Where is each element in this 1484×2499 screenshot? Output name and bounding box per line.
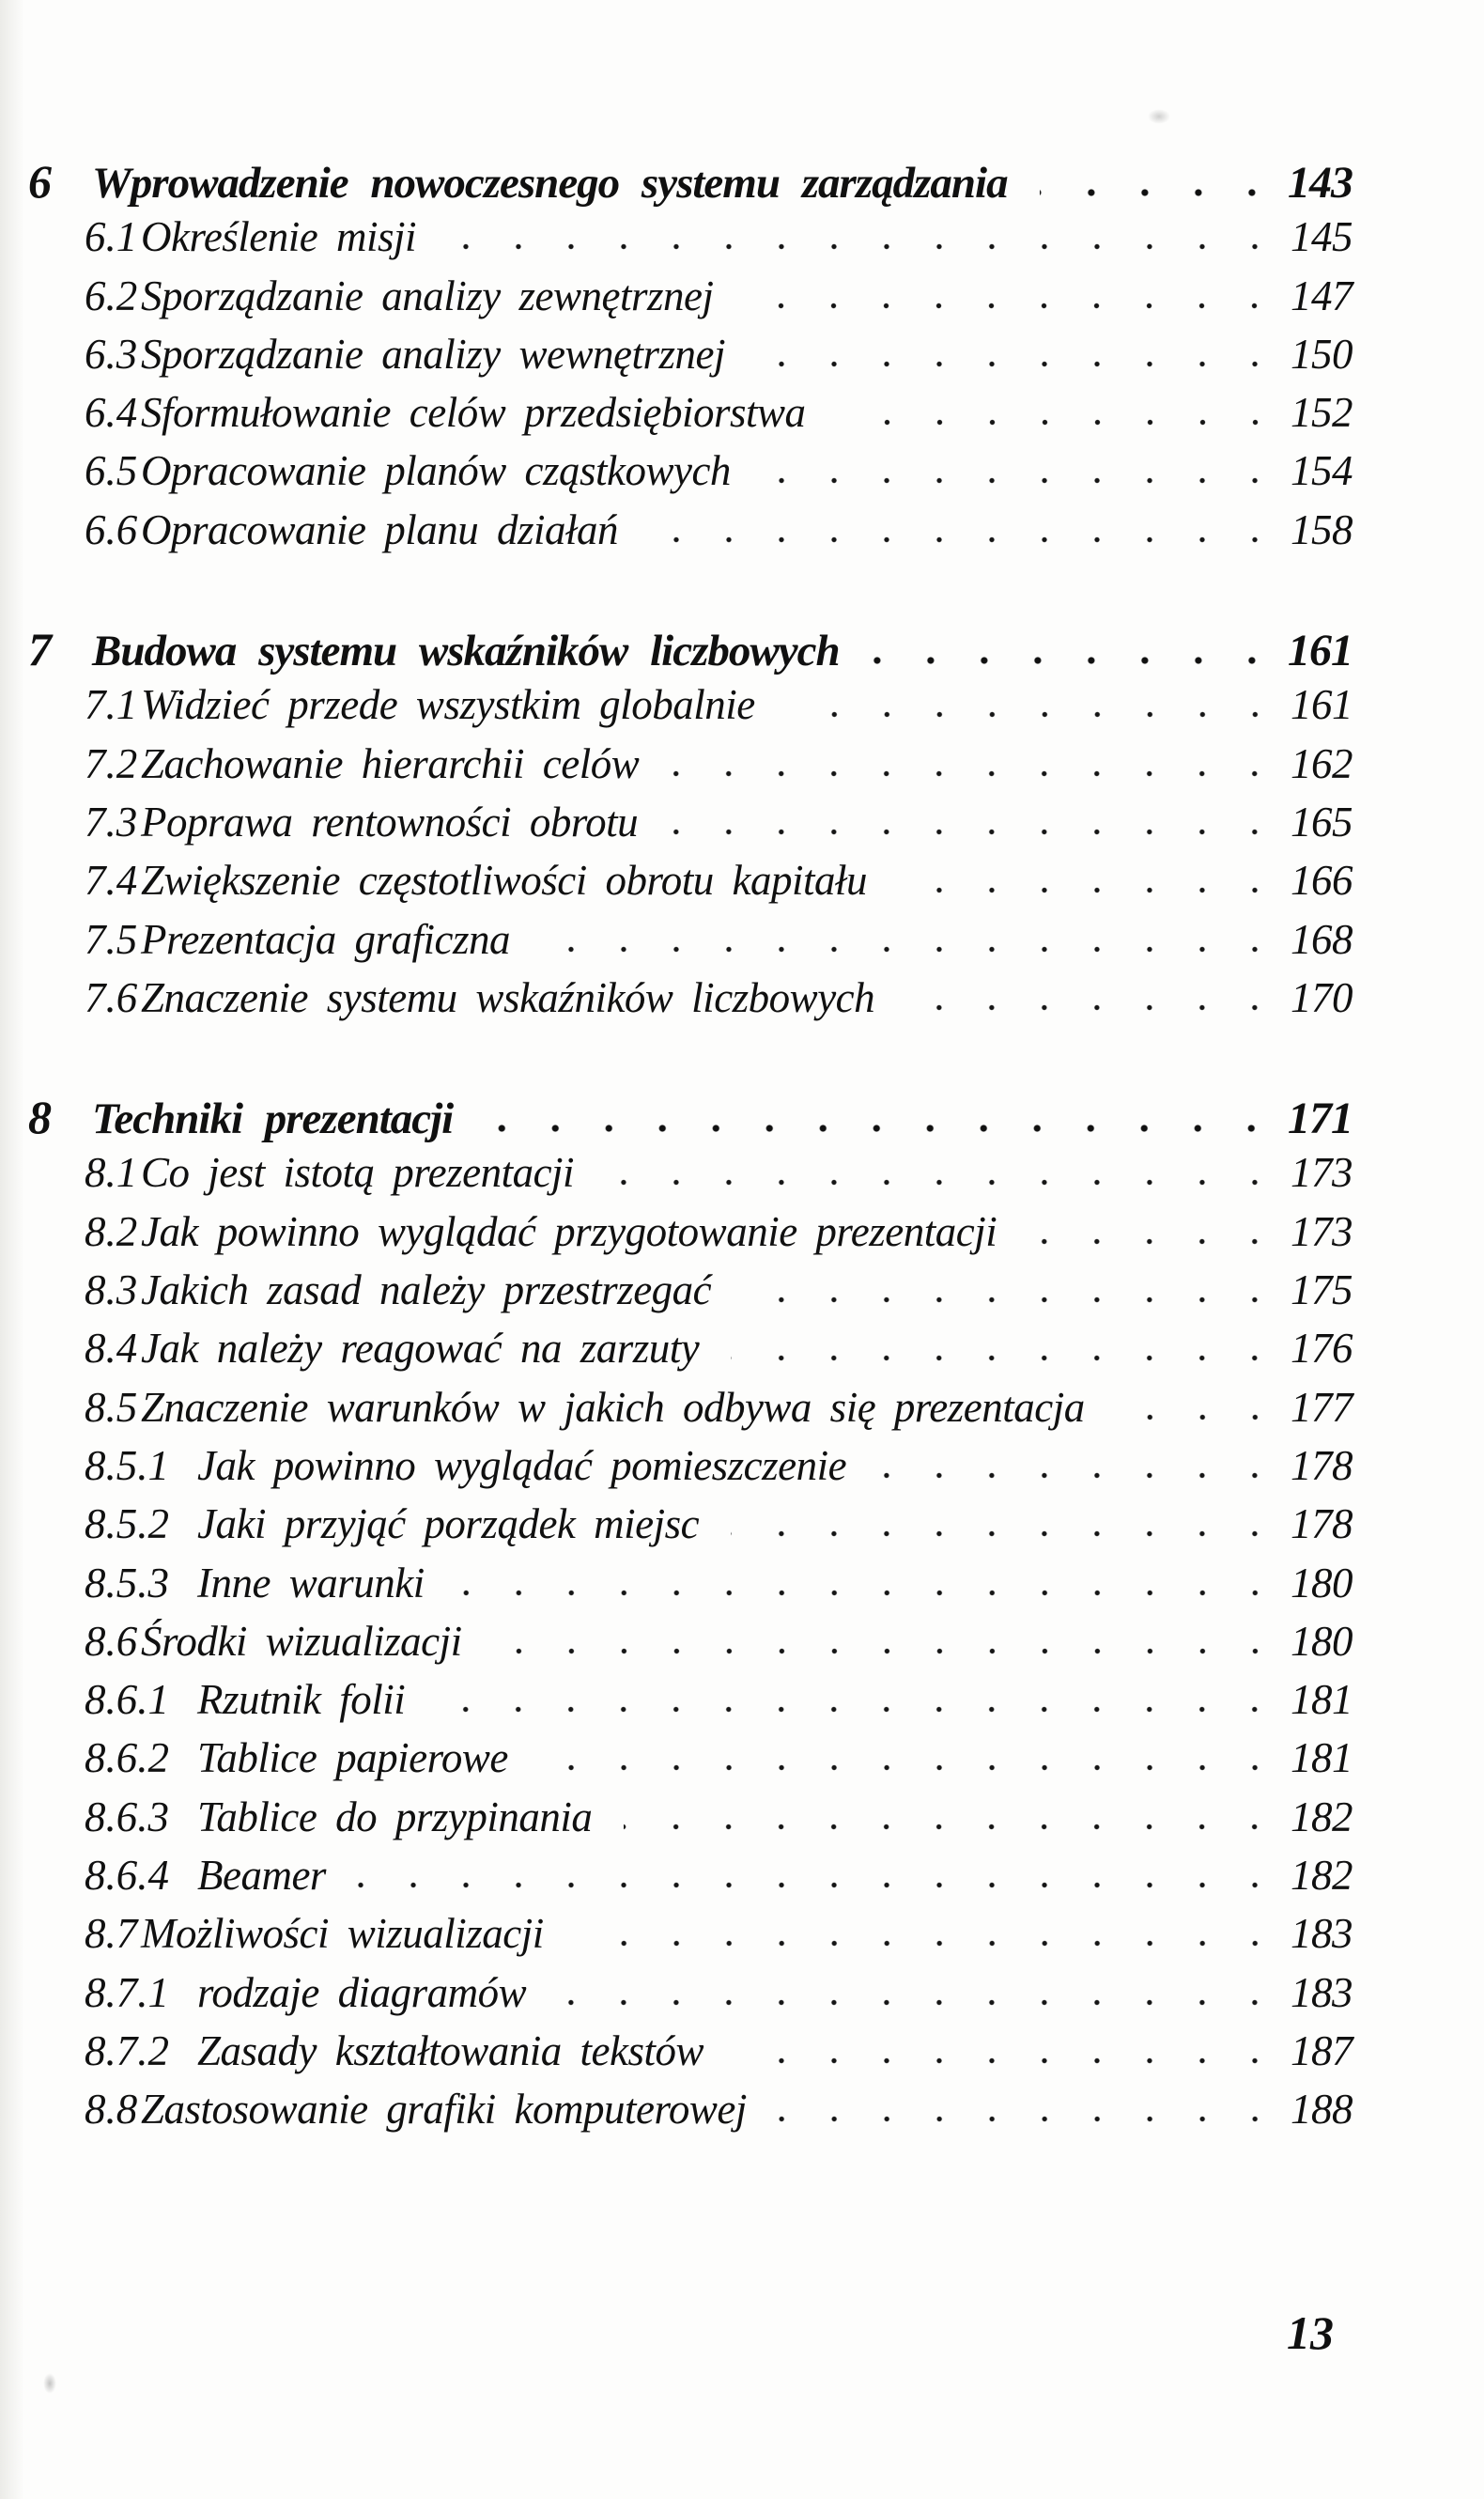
- entry-title: Tablice papierowe: [197, 1734, 508, 1782]
- chapter-page-number: 161: [1288, 626, 1353, 676]
- toc-chapter: [28, 155, 1353, 567]
- entry-title: Poprawa rentowności obrotu: [141, 798, 639, 846]
- entry-page-number: 177: [1291, 1383, 1353, 1431]
- toc-entry-row: [85, 330, 1353, 392]
- entry-title: Widzieć przede wszystkim globalnie: [141, 681, 755, 729]
- entry-page-number: 173: [1291, 1149, 1353, 1197]
- entry-page-number: 178: [1291, 1441, 1353, 1489]
- toc-chapter: [28, 1091, 1353, 2147]
- entry-title: Sporządzanie analizy wewnętrznej: [141, 330, 725, 378]
- entry-title: Jaki przyjąć porządek miejsc: [197, 1500, 700, 1548]
- entry-number: 8.7: [85, 1910, 138, 1958]
- dot-leader: [838, 418, 1282, 427]
- dot-leader: [1117, 1413, 1281, 1421]
- entry-title: Zastosowanie grafiki komputerowej: [141, 2086, 747, 2134]
- entry-title: Sformułowanie celów przedsiębiorstwa: [141, 389, 806, 437]
- toc-chapter-row: [28, 1091, 1353, 1152]
- toc-entry-row: [85, 915, 1353, 977]
- toc-entry-row: [85, 1676, 1353, 1737]
- entry-page-number: 180: [1291, 1617, 1353, 1665]
- chapter-number: 6: [28, 155, 52, 208]
- toc-entry-row: [85, 272, 1353, 334]
- entry-page-number: 154: [1291, 447, 1353, 495]
- entry-title: Opracowanie planu działań: [141, 505, 618, 553]
- entry-number: 8.5.2: [85, 1500, 169, 1548]
- entry-page-number: 145: [1291, 213, 1353, 261]
- dot-leader: [494, 1647, 1281, 1655]
- entry-number: 7.6: [85, 973, 138, 1021]
- entry-number: 7.4: [85, 857, 138, 905]
- chapter-number: 7: [28, 623, 52, 676]
- toc-entry-row: [85, 857, 1353, 918]
- dot-leader: [485, 1124, 1278, 1133]
- entry-title: Znaczenie systemu wskaźników liczbowych: [141, 973, 875, 1021]
- entry-number: 8.8: [85, 2086, 138, 2134]
- toc-entry-row: [85, 1383, 1353, 1445]
- entry-number: 8.4: [85, 1325, 138, 1373]
- entry-page-number: 161: [1291, 681, 1353, 729]
- entry-number: 6.5: [85, 447, 138, 495]
- dot-leader: [540, 1763, 1281, 1772]
- dot-leader: [745, 302, 1281, 310]
- dot-leader: [358, 1881, 1281, 1889]
- entry-page-number: 178: [1291, 1500, 1353, 1548]
- entry-title: Określenie misji: [141, 213, 417, 261]
- toc-entry-row: [85, 739, 1353, 801]
- toc-entry-row: [85, 1734, 1353, 1795]
- dot-leader: [787, 710, 1281, 719]
- page-footer: [1287, 2306, 1334, 2359]
- toc-entry-row: [85, 1793, 1353, 1855]
- entry-page-number: 187: [1291, 2026, 1353, 2074]
- chapter-page-number: 171: [1288, 1094, 1353, 1144]
- entry-title: Co jest istotą prezentacji: [141, 1149, 575, 1197]
- dot-leader: [456, 1589, 1281, 1597]
- toc-entry-row: [85, 681, 1353, 742]
- dot-leader: [763, 476, 1281, 485]
- entry-number: 8.2: [85, 1207, 138, 1255]
- chapter-title: Techniki prezentacji: [92, 1094, 454, 1144]
- entry-title: Rzutnik folii: [197, 1676, 406, 1724]
- entry-page-number: 181: [1291, 1676, 1353, 1724]
- entry-number: 8.6: [85, 1617, 138, 1665]
- entry-page-number: 183: [1291, 1968, 1353, 2016]
- entry-page-number: 182: [1291, 1852, 1353, 1900]
- entry-number: 7.2: [85, 739, 138, 787]
- entry-page-number: 166: [1291, 857, 1353, 905]
- toc-entry-row: [85, 389, 1353, 450]
- entry-page-number: 176: [1291, 1325, 1353, 1373]
- entry-title: Zachowanie hierarchii celów: [141, 739, 640, 787]
- entry-page-number: 183: [1291, 1910, 1353, 1958]
- entry-title: Inne warunki: [197, 1559, 425, 1606]
- entry-page-number: 165: [1291, 798, 1353, 846]
- toc-entry-row: [85, 1266, 1353, 1327]
- toc-entry-row: [85, 447, 1353, 508]
- dot-leader: [779, 2115, 1281, 2123]
- dot-leader: [576, 1939, 1281, 1948]
- toc-entry-row: [85, 1441, 1353, 1503]
- entry-page-number: 168: [1291, 915, 1353, 963]
- entry-title: Jak należy reagować na zarzuty: [141, 1325, 700, 1373]
- entry-page-number: 150: [1291, 330, 1353, 378]
- dot-leader: [542, 945, 1281, 954]
- entry-number: 8.7.1: [85, 1968, 169, 2016]
- entry-page-number: 152: [1291, 389, 1353, 437]
- dot-leader: [1028, 1237, 1281, 1246]
- entry-page-number: 182: [1291, 1793, 1353, 1840]
- dot-leader: [757, 360, 1281, 368]
- toc-entry-row: [85, 1149, 1353, 1210]
- toc-entry-row: [85, 2026, 1353, 2088]
- entry-title: Znaczenie warunków w jakich odbywa się prezentacja: [141, 1383, 1085, 1431]
- entry-page-number: 180: [1291, 1559, 1353, 1606]
- entry-title: Tablice do przypinania: [197, 1793, 593, 1840]
- dot-leader: [872, 656, 1278, 665]
- entry-number: 6.1: [85, 213, 138, 261]
- toc-entry-row: [85, 1559, 1353, 1621]
- chapter-title: Wprowadzenie nowoczesnego systemu zarządzania: [92, 159, 1008, 208]
- entry-title: Zasady kształtowania tekstów: [197, 2026, 704, 2074]
- toc-entry-row: [85, 1852, 1353, 1913]
- toc-entry-row: [85, 1968, 1353, 2030]
- toc-entry-row: [85, 1617, 1353, 1679]
- dot-leader: [437, 1705, 1281, 1714]
- entry-page-number: 147: [1291, 272, 1353, 319]
- toc-entry-row: [85, 213, 1353, 274]
- dot-leader: [624, 1823, 1281, 1831]
- entry-page-number: 188: [1291, 2086, 1353, 2134]
- entry-number: 8.6.1: [85, 1676, 169, 1724]
- dot-leader: [878, 1471, 1281, 1480]
- dot-leader: [448, 242, 1281, 251]
- entry-number: 7.1: [85, 681, 138, 729]
- entry-number: 6.6: [85, 505, 138, 553]
- dot-leader: [743, 1296, 1281, 1304]
- toc-entry-row: [85, 1207, 1353, 1269]
- toc-chapter-row: [28, 155, 1353, 216]
- dot-leader: [899, 886, 1281, 894]
- scan-speck: [43, 2373, 56, 2394]
- entry-title: Jak powinno wyglądać pomieszczenie: [197, 1441, 847, 1489]
- toc-entry-row: [85, 973, 1353, 1035]
- folio-page-number: 13: [1287, 2306, 1334, 2359]
- entry-number: 8.3: [85, 1266, 138, 1314]
- entry-number: 8.6.2: [85, 1734, 169, 1782]
- dot-leader: [731, 1529, 1281, 1538]
- entry-title: Możliwości wizualizacji: [141, 1910, 544, 1958]
- entry-number: 8.6.3: [85, 1793, 169, 1840]
- toc-entry-row: [85, 2088, 1353, 2147]
- entry-number: 7.3: [85, 798, 138, 846]
- entry-number: 7.5: [85, 915, 138, 963]
- entry-title: Sporządzanie analizy zewnętrznej: [141, 272, 714, 319]
- entry-title: Zwiększenie częstotliwości obrotu kapitału: [141, 857, 868, 905]
- entry-title: Prezentacja graficzna: [141, 915, 511, 963]
- entry-number: 8.1: [85, 1149, 138, 1197]
- chapter-number: 8: [28, 1091, 52, 1144]
- dot-leader: [670, 828, 1281, 836]
- toc-entry-row: [85, 798, 1353, 860]
- chapter-page-number: 143: [1288, 158, 1353, 208]
- entry-page-number: 158: [1291, 505, 1353, 553]
- entry-number: 6.2: [85, 272, 138, 319]
- chapter-title: Budowa systemu wskaźników liczbowych: [92, 627, 840, 676]
- entry-number: 8.5.3: [85, 1559, 169, 1606]
- entry-page-number: 173: [1291, 1207, 1353, 1255]
- entry-page-number: 162: [1291, 739, 1353, 787]
- entry-title: Opracowanie planów cząstkowych: [141, 447, 731, 495]
- dot-leader: [1040, 188, 1278, 197]
- dot-leader: [558, 1998, 1281, 2007]
- entry-number: 6.3: [85, 330, 138, 378]
- toc-entry-row: [85, 505, 1353, 567]
- dot-leader: [735, 2057, 1281, 2065]
- entry-number: 8.7.2: [85, 2026, 169, 2074]
- entry-page-number: 181: [1291, 1734, 1353, 1782]
- toc-chapter-row: [28, 623, 1353, 684]
- toc-entry-row: [85, 1500, 1353, 1561]
- dot-leader: [671, 769, 1281, 778]
- entry-number: 8.5: [85, 1383, 138, 1431]
- toc-chapter: [28, 623, 1353, 1035]
- dot-leader: [906, 1003, 1281, 1012]
- toc-entry-row: [85, 1910, 1353, 1971]
- entry-number: 8.6.4: [85, 1852, 169, 1900]
- entry-title: Jak powinno wyglądać przygotowanie prezentacji: [141, 1207, 997, 1255]
- entry-title: Środki wizualizacji: [141, 1617, 462, 1665]
- entry-title: rodzaje diagramów: [197, 1968, 527, 2016]
- entry-title: Jakich zasad należy przestrzegać: [141, 1266, 712, 1314]
- dot-leader: [650, 536, 1281, 544]
- entry-title: Beamer: [197, 1852, 326, 1900]
- dot-leader: [731, 1354, 1281, 1362]
- toc-entry-row: [85, 1327, 1353, 1386]
- entry-number: 6.4: [85, 389, 138, 437]
- entry-page-number: 170: [1291, 973, 1353, 1021]
- entry-page-number: 175: [1291, 1266, 1353, 1314]
- dot-leader: [606, 1178, 1281, 1187]
- entry-number: 8.5.1: [85, 1441, 169, 1489]
